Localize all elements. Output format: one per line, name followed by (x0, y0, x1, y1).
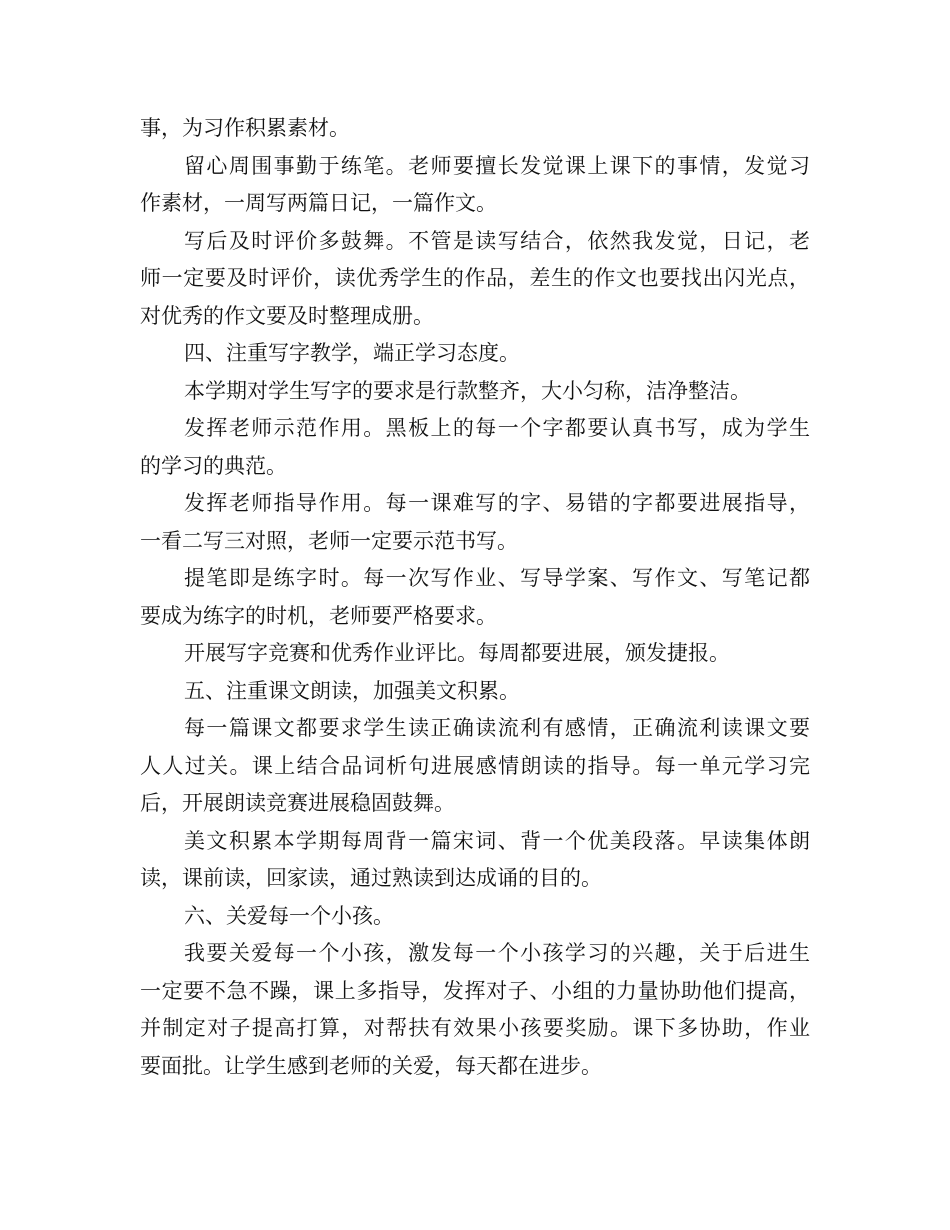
section-heading: 四、注重写字教学，端正学习态度。 (184, 341, 520, 365)
text-line: 事，为习作积累素材。 (140, 116, 350, 140)
text-line: 发挥老师示范作用。黑板上的每一个字都要认真书写，成为学生 (184, 416, 810, 440)
text-line: 提笔即是练字时。每一次写作业、写导学案、写作文、写笔记都 (184, 566, 810, 590)
text-line: 读，课前读，回家读，通过熟读到达成诵的目的。 (140, 866, 602, 890)
text-line: 每一篇课文都要求学生读正确读流利有感情，正确流利读课文要 (184, 716, 810, 740)
text-line: 师一定要及时评价，读优秀学生的作品，差生的作文也要找出闪光点， (140, 266, 810, 290)
text-line: 留心周围事勤于练笔。老师要擅长发觉课上课下的事情，发觉习 (184, 153, 810, 178)
text-line: 开展写字竞赛和优秀作业评比。每周都要进展，颁发捷报。 (184, 641, 730, 665)
text-line: 并制定对子提高打算，对帮扶有效果小孩要奖励。课下多协助，作业 (140, 1016, 810, 1040)
section-heading: 六、关爱每一个小孩。 (184, 903, 394, 928)
text-line: 一看二写三对照，老师一定要示范书写。 (140, 528, 518, 553)
text-line: 的学习的典范。 (140, 453, 287, 478)
text-line: 要成为练字的时机，老师要严格要求。 (140, 603, 497, 628)
section-heading: 五、注重课文朗读，加强美文积累。 (184, 678, 520, 703)
text-line: 美文积累本学期每周背一篇宋词、背一个优美段落。早读集体朗 (184, 828, 810, 853)
text-line: 发挥老师指导作用。每一课难写的字、易错的字都要进展指导， (184, 491, 810, 515)
text-line: 本学期对学生写字的要求是行款整齐，大小匀称，洁净整洁。 (184, 378, 751, 403)
text-line: 人人过关。课上结合品词析句进展感情朗读的指导。每一单元学习完 (140, 753, 810, 778)
text-line: 作素材，一周写两篇日记，一篇作文。 (140, 191, 497, 215)
text-line: 写后及时评价多鼓舞。不管是读写结合，依然我发觉，日记，老 (184, 228, 810, 253)
text-line: 一定要不急不躁，课上多指导，发挥对子、小组的力量协助他们提高， (140, 978, 810, 1003)
document-body (140, 110, 810, 1085)
text-line: 我要关爱每一个小孩，激发每一个小孩学习的兴趣，关于后进生 (184, 941, 810, 965)
text-line: 后，开展朗读竞赛进展稳固鼓舞。 (140, 791, 455, 815)
text-line: 对优秀的作文要及时整理成册。 (140, 303, 434, 328)
text-line: 要面批。让学生感到老师的关爱，每天都在进步。 (140, 1053, 602, 1078)
